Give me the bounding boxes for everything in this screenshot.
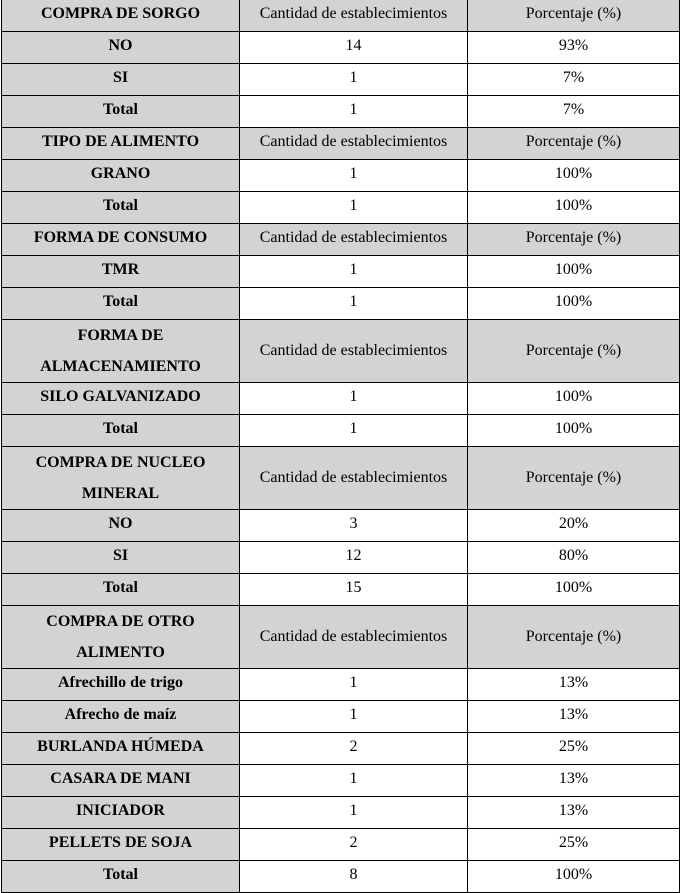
row-label: Total bbox=[2, 861, 240, 893]
column-header-percent: Porcentaje (%) bbox=[468, 128, 680, 160]
section-header-row bbox=[2, 606, 680, 669]
table-row bbox=[2, 861, 680, 893]
section-title: COMPRA DE OTRO ALIMENTO bbox=[2, 606, 240, 669]
row-percent: 7% bbox=[468, 96, 680, 128]
column-header-percent: Porcentaje (%) bbox=[468, 606, 680, 669]
table-row bbox=[2, 383, 680, 415]
row-count: 1 bbox=[240, 383, 468, 415]
section-title: COMPRA DE SORGO bbox=[2, 0, 240, 32]
section-header-row bbox=[2, 224, 680, 256]
row-percent: 13% bbox=[468, 701, 680, 733]
row-count: 14 bbox=[240, 32, 468, 64]
column-header-count: Cantidad de establecimientos bbox=[240, 224, 468, 256]
row-percent: 100% bbox=[468, 256, 680, 288]
column-header-count: Cantidad de establecimientos bbox=[240, 320, 468, 383]
row-percent: 100% bbox=[468, 415, 680, 447]
row-percent: 80% bbox=[468, 542, 680, 574]
table-row bbox=[2, 256, 680, 288]
row-count: 12 bbox=[240, 542, 468, 574]
table-row bbox=[2, 510, 680, 542]
column-header-percent: Porcentaje (%) bbox=[468, 0, 680, 32]
row-percent: 13% bbox=[468, 669, 680, 701]
row-percent: 100% bbox=[468, 192, 680, 224]
table-row bbox=[2, 765, 680, 797]
row-percent: 100% bbox=[468, 383, 680, 415]
section-title: TIPO DE ALIMENTO bbox=[2, 128, 240, 160]
column-header-percent: Porcentaje (%) bbox=[468, 447, 680, 510]
column-header-percent: Porcentaje (%) bbox=[468, 320, 680, 383]
row-count: 1 bbox=[240, 256, 468, 288]
row-count: 1 bbox=[240, 288, 468, 320]
row-percent: 20% bbox=[468, 510, 680, 542]
row-label: GRANO bbox=[2, 160, 240, 192]
row-percent: 25% bbox=[468, 733, 680, 765]
row-count: 2 bbox=[240, 733, 468, 765]
row-percent: 100% bbox=[468, 861, 680, 893]
table-row bbox=[2, 288, 680, 320]
row-label: Total bbox=[2, 288, 240, 320]
row-count: 15 bbox=[240, 574, 468, 606]
row-count: 1 bbox=[240, 669, 468, 701]
row-label: CASARA DE MANI bbox=[2, 765, 240, 797]
data-table bbox=[1, 0, 680, 893]
table-row bbox=[2, 32, 680, 64]
row-percent: 100% bbox=[468, 160, 680, 192]
row-count: 8 bbox=[240, 861, 468, 893]
row-label: SI bbox=[2, 64, 240, 96]
row-label: INICIADOR bbox=[2, 797, 240, 829]
row-count: 1 bbox=[240, 765, 468, 797]
row-label: SI bbox=[2, 542, 240, 574]
row-label: SILO GALVANIZADO bbox=[2, 383, 240, 415]
row-count: 1 bbox=[240, 797, 468, 829]
row-label: Total bbox=[2, 415, 240, 447]
row-count: 1 bbox=[240, 96, 468, 128]
table-row bbox=[2, 160, 680, 192]
row-label: Total bbox=[2, 192, 240, 224]
section-title: FORMA DE ALMACENAMIENTO bbox=[2, 320, 240, 383]
row-count: 1 bbox=[240, 701, 468, 733]
row-percent: 13% bbox=[468, 765, 680, 797]
table-row bbox=[2, 701, 680, 733]
section-title: COMPRA DE NUCLEO MINERAL bbox=[2, 447, 240, 510]
row-count: 3 bbox=[240, 510, 468, 542]
table-row bbox=[2, 669, 680, 701]
table-row bbox=[2, 192, 680, 224]
table-row bbox=[2, 829, 680, 861]
row-label: Afrechillo de trigo bbox=[2, 669, 240, 701]
row-label: BURLANDA HÚMEDA bbox=[2, 733, 240, 765]
column-header-count: Cantidad de establecimientos bbox=[240, 0, 468, 32]
table-row bbox=[2, 415, 680, 447]
row-label: NO bbox=[2, 510, 240, 542]
row-percent: 100% bbox=[468, 574, 680, 606]
row-label: Total bbox=[2, 574, 240, 606]
column-header-count: Cantidad de establecimientos bbox=[240, 606, 468, 669]
table-row bbox=[2, 733, 680, 765]
row-label: NO bbox=[2, 32, 240, 64]
row-count: 1 bbox=[240, 160, 468, 192]
row-count: 1 bbox=[240, 64, 468, 96]
section-title: FORMA DE CONSUMO bbox=[2, 224, 240, 256]
row-count: 1 bbox=[240, 415, 468, 447]
table-row bbox=[2, 96, 680, 128]
section-header-row bbox=[2, 320, 680, 383]
section-header-row bbox=[2, 128, 680, 160]
section-header-row bbox=[2, 447, 680, 510]
row-percent: 13% bbox=[468, 797, 680, 829]
row-percent: 100% bbox=[468, 288, 680, 320]
table-row bbox=[2, 64, 680, 96]
row-percent: 25% bbox=[468, 829, 680, 861]
column-header-count: Cantidad de establecimientos bbox=[240, 447, 468, 510]
row-count: 2 bbox=[240, 829, 468, 861]
column-header-count: Cantidad de establecimientos bbox=[240, 128, 468, 160]
table-row bbox=[2, 542, 680, 574]
row-percent: 93% bbox=[468, 32, 680, 64]
row-label: Afrecho de maíz bbox=[2, 701, 240, 733]
column-header-percent: Porcentaje (%) bbox=[468, 224, 680, 256]
row-label: Total bbox=[2, 96, 240, 128]
row-percent: 7% bbox=[468, 64, 680, 96]
table-row bbox=[2, 574, 680, 606]
table-row bbox=[2, 797, 680, 829]
row-label: TMR bbox=[2, 256, 240, 288]
section-header-row bbox=[2, 0, 680, 32]
row-count: 1 bbox=[240, 192, 468, 224]
row-label: PELLETS DE SOJA bbox=[2, 829, 240, 861]
